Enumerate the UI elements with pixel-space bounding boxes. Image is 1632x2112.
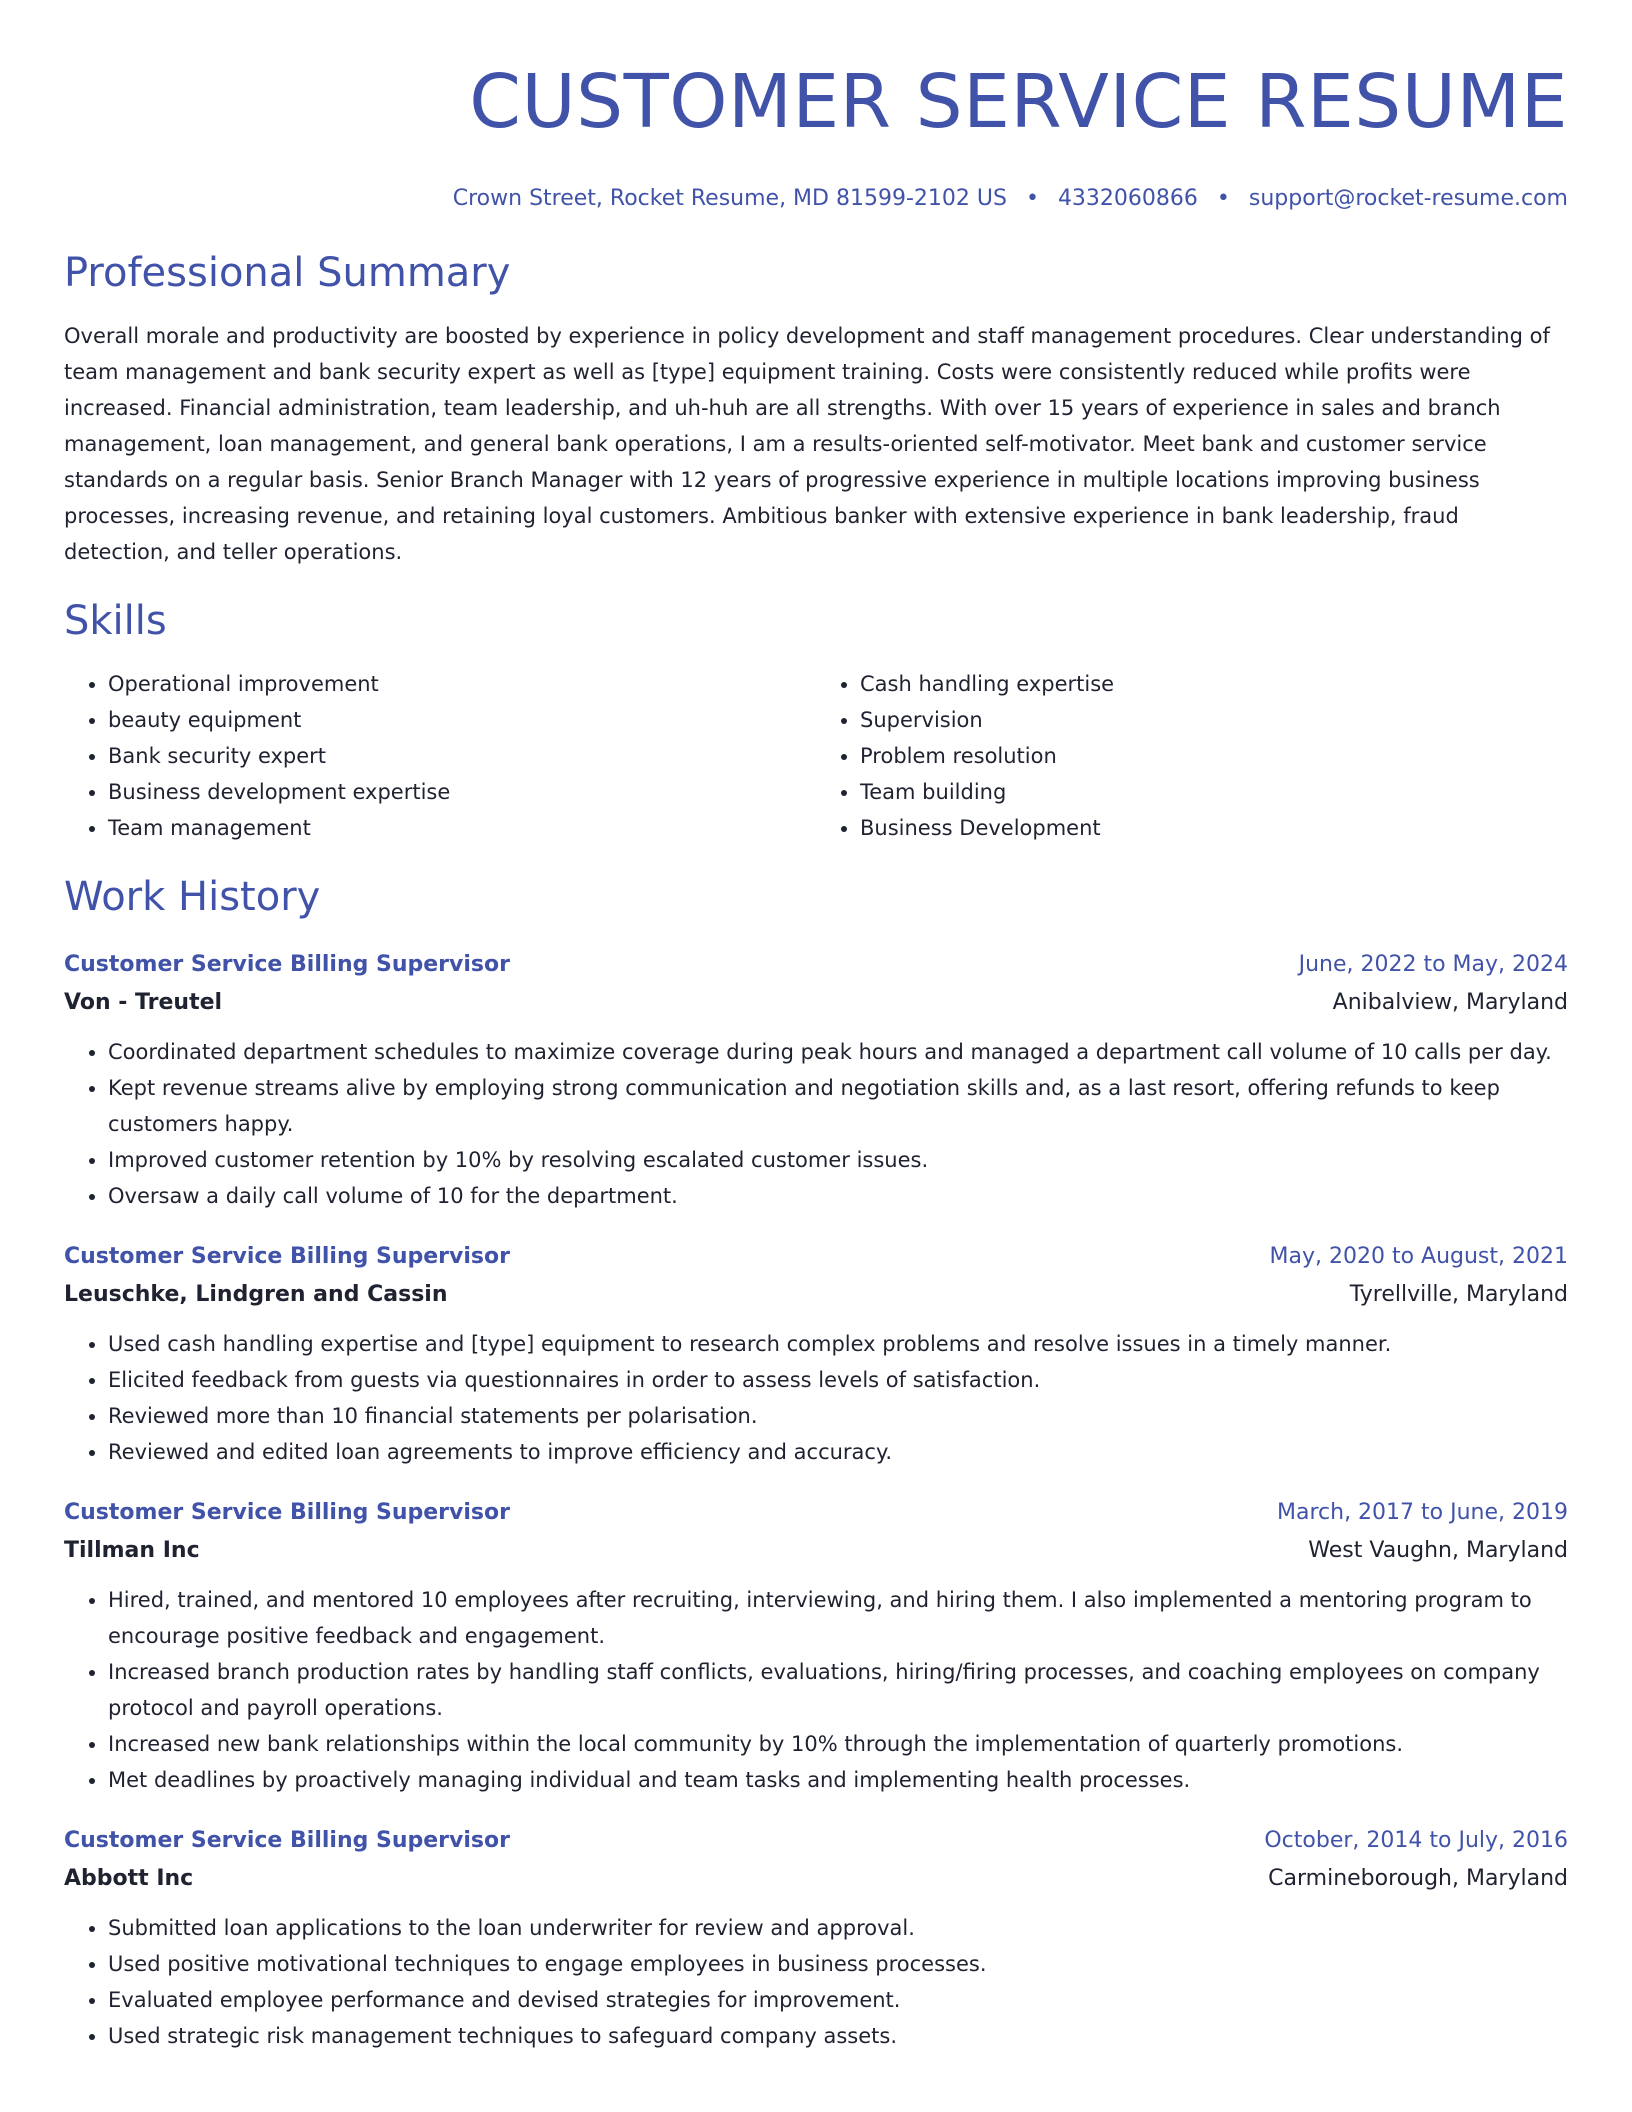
job-location: West Vaughn, Maryland	[1308, 1538, 1568, 1563]
job-company-row	[64, 1276, 1568, 1314]
job-bullet: • Evaluated employee performance and devised strategies for improvement.	[108, 1982, 1568, 2018]
skill-item: • Bank security expert	[108, 738, 816, 774]
job-dates: March, 2017 to June, 2019	[1277, 1500, 1568, 1525]
job-company: Von - Treutel	[64, 990, 223, 1015]
skills-column-left	[64, 666, 816, 846]
job-bullet: • Reviewed and edited loan agreements to improve efficiency and accuracy.	[108, 1434, 1568, 1470]
job-entry	[64, 1494, 1568, 1798]
job-bullet: • Oversaw a daily call volume of 10 for the department.	[108, 1178, 1568, 1214]
job-bullet: • Submitted loan applications to the loan underwriter for review and approval.	[108, 1910, 1568, 1946]
job-bullet: • Used strategic risk management techniques to safeguard company assets.	[108, 2018, 1568, 2054]
job-bullet: • Hired, trained, and mentored 10 employees after recruiting, interviewing, and hiring them. I also implemented a mentoring program to encourage positive feedback and engagement.	[108, 1582, 1568, 1654]
job-company: Abbott Inc	[64, 1866, 194, 1891]
job-title: Customer Service Billing Supervisor	[64, 1500, 510, 1525]
job-dates: June, 2022 to May, 2024	[1298, 952, 1568, 977]
job-bullet: • Used cash handling expertise and [type] equipment to research complex problems and resolve issues in a timely manner.	[108, 1326, 1568, 1362]
skill-item: • Business Development	[860, 810, 1568, 846]
contact-email[interactable]: support@rocket-resume.com	[1248, 186, 1568, 211]
skill-item: • Supervision	[860, 702, 1568, 738]
job-bullet: • Elicited feedback from guests via questionnaires in order to assess levels of satisfaction.	[108, 1362, 1568, 1398]
job-company-row	[64, 1860, 1568, 1898]
job-header-row	[64, 1822, 1568, 1860]
skill-item: • Business development expertise	[108, 774, 816, 810]
summary-text: Overall morale and productivity are boosted by experience in policy development and staff management procedures. Clear understanding of team management and bank security expert as well as [type] equipment training. Costs were consistently reduced while profits were increased. Financial administration, team leadership, and uh-huh are all strengths. With over 15 years of experience in sales and branch management, loan management, and general bank operations, I am a results-oriented self-motivator. Meet bank and customer service standards on a regular basis. Senior Branch Manager with 12 years of progressive experience in multiple locations improving business processes, increasing revenue, and retaining loyal customers. Ambitious banker with extensive experience in bank leadership, fraud detection, and teller operations.	[64, 324, 1550, 564]
job-title: Customer Service Billing Supervisor	[64, 1828, 510, 1853]
job-title: Customer Service Billing Supervisor	[64, 952, 510, 977]
job-header-row	[64, 1494, 1568, 1532]
resume-title: CUSTOMER SERVICE RESUME	[469, 59, 1568, 145]
job-bullets	[64, 1326, 1568, 1470]
job-location: Anibalview, Maryland	[1332, 990, 1568, 1015]
job-entry	[64, 1822, 1568, 2054]
job-bullet: • Met deadlines by proactively managing individual and team tasks and implementing health processes.	[108, 1762, 1568, 1798]
skill-item: • beauty equipment	[108, 702, 816, 738]
job-company: Tillman Inc	[64, 1538, 200, 1563]
job-title: Customer Service Billing Supervisor	[64, 1244, 510, 1269]
contact-line	[64, 184, 1568, 214]
job-company-row	[64, 984, 1568, 1022]
job-location: Carmineborough, Maryland	[1268, 1866, 1568, 1891]
job-entry	[64, 1238, 1568, 1470]
job-company-row	[64, 1532, 1568, 1570]
job-bullet: • Improved customer retention by 10% by resolving escalated customer issues.	[108, 1142, 1568, 1178]
job-dates: October, 2014 to July, 2016	[1264, 1828, 1568, 1853]
job-header-row	[64, 1238, 1568, 1276]
job-bullets	[64, 1910, 1568, 2054]
job-bullet: • Kept revenue streams alive by employing strong communication and negotiation skills and, as a last resort, offering refunds to keep customers happy.	[108, 1070, 1568, 1142]
job-bullet: • Used positive motivational techniques to engage employees in business processes.	[108, 1946, 1568, 1982]
skill-item: • Team management	[108, 810, 816, 846]
job-bullet: • Increased branch production rates by handling staff conflicts, evaluations, hiring/firing processes, and coaching employees on company protocol and payroll operations.	[108, 1654, 1568, 1726]
work-history-heading: Work History	[64, 874, 321, 920]
job-location: Tyrellville, Maryland	[1349, 1282, 1568, 1307]
job-bullet: • Reviewed more than 10 financial statements per polarisation.	[108, 1398, 1568, 1434]
skill-item: • Team building	[860, 774, 1568, 810]
job-header-row	[64, 946, 1568, 984]
job-entry	[64, 946, 1568, 1214]
skill-item: • Operational improvement	[108, 666, 816, 702]
skills-list	[64, 666, 1568, 846]
job-bullet: • Coordinated department schedules to maximize coverage during peak hours and managed a department call volume of 10 calls per day.	[108, 1034, 1568, 1070]
contact-separator: •	[1025, 186, 1039, 211]
skills-heading: Skills	[64, 598, 167, 644]
skill-item: • Cash handling expertise	[860, 666, 1568, 702]
contact-address: Crown Street, Rocket Resume, MD 81599-2102 US	[452, 186, 1007, 211]
contact-separator: •	[1216, 186, 1230, 211]
job-bullets	[64, 1582, 1568, 1798]
job-dates: May, 2020 to August, 2021	[1269, 1244, 1568, 1269]
summary-heading: Professional Summary	[64, 250, 511, 296]
job-company: Leuschke, Lindgren and Cassin	[64, 1282, 448, 1307]
job-bullets	[64, 1034, 1568, 1214]
job-bullet: • Increased new bank relationships within the local community by 10% through the implementation of quarterly promotions.	[108, 1726, 1568, 1762]
skill-item: • Problem resolution	[860, 738, 1568, 774]
skills-column-right	[816, 666, 1568, 846]
contact-phone: 4332060866	[1057, 186, 1198, 211]
